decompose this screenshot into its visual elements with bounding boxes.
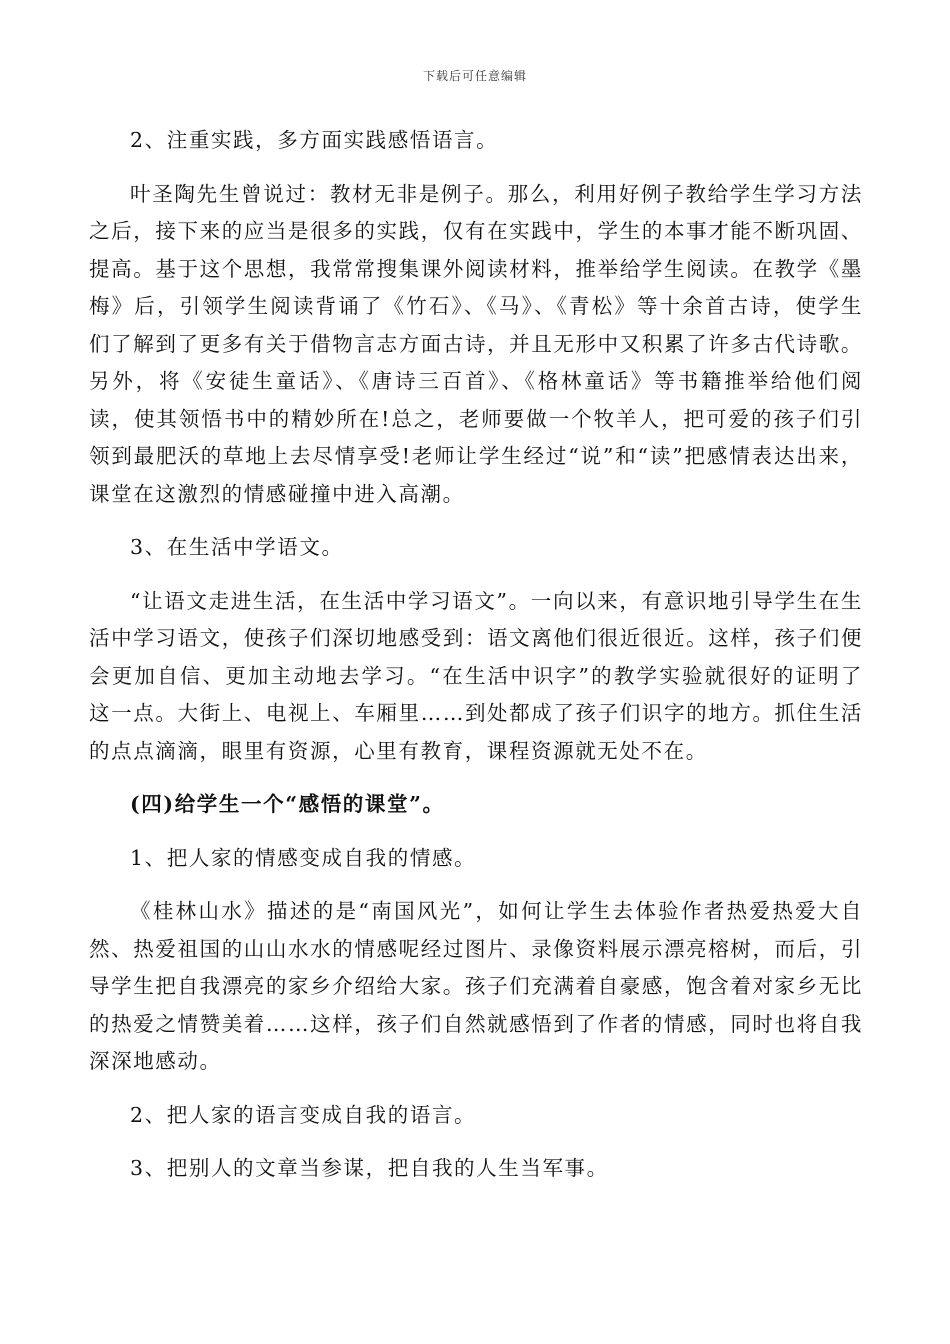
paragraph-practice: 叶圣陶先生曾说过：教材无非是例子。那么，利用好例子教给学生学习方法之后，接下来的应当是很多的实践，仅有在实践中，学生的本事才能不断巩固、提高。基于这个思想，我常常搜集课外阅读材料，推举给学生阅读。在教学《墨梅》后，引领学生阅读背诵了《竹石》、《马》、《青松》等十余首古诗，使学生们了解到了更多有关于借物言志方面古诗，并且无形中又积累了许多古代诗歌。另外，将《安徒生童话》、《唐诗三百首》、《格林童话》等书籍推举给他们阅读，使其领悟书中的精妙所在!总之，老师要做一个牧羊人，把可爱的孩子们引领到最肥沃的草地上去尽情享受!老师让学生经过“说”和“读”把感情表达出来，课堂在这激烈的情感碰撞中进入高潮。 bbox=[89, 181, 863, 506]
subheading-article: 3、把别人的文章当参谋，把自我的人生当军事。 bbox=[130, 1156, 609, 1180]
document-body bbox=[89, 122, 863, 1188]
paragraph-guilin: 《桂林山水》描述的是“南国风光”，如何让学生去体验作者热爱热爱大自然、热爱祖国的山山水水的情感呢经过图片、录像资料展示漂亮榕树，而后，引导学生把自我漂亮的家乡介绍给大家。孩子们充满着自豪感，饱含着对家乡无比的热爱之情赞美着……这样，孩子们自然就感悟到了作者的情感，同时也将自我深深地感动。 bbox=[89, 899, 863, 1073]
subheading-emotion: 1、把人家的情感变成自我的情感。 bbox=[130, 845, 477, 870]
section-heading-practice: 2、注重实践，多方面实践感悟语言。 bbox=[130, 128, 499, 152]
paragraph-life: “让语文走进生活，在生活中学习语文”。一向以来，有意识地引导学生在生活中学习语文，使孩子们深切地感受到：语文离他们很近很近。这样，孩子们便会更加自信、更加主动地去学习。“在生活中识字”的教学实验就很好的证明了这一点。大街上、电视上、车厢里……到处都成了孩子们识字的地方。抓住生活的点点滴滴，眼里有资源，心里有教育，课程资源就无处不在。 bbox=[89, 588, 863, 763]
subheading-language: 2、把人家的语言变成自我的语言。 bbox=[130, 1102, 477, 1127]
page-header: 下载后可任意编辑 bbox=[422, 69, 527, 83]
section-heading-life: 3、在生活中学语文。 bbox=[130, 535, 344, 559]
section-heading-classroom: (四)给学生一个“感悟的课堂”。 bbox=[130, 792, 445, 816]
